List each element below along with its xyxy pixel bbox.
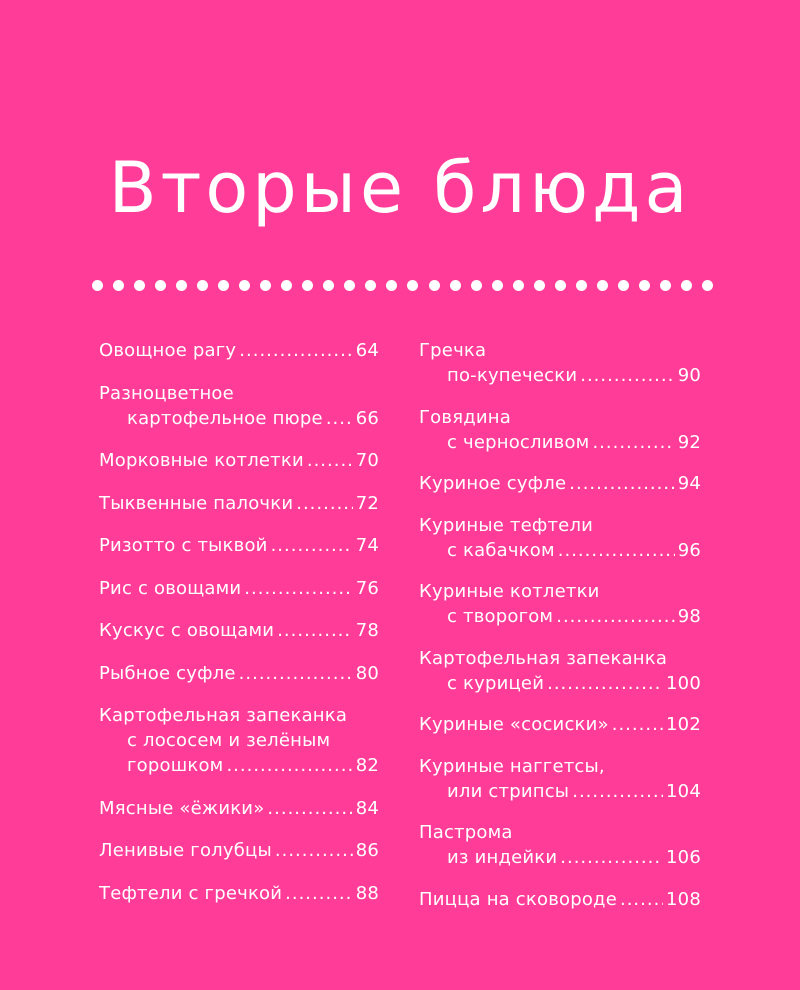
- toc-entry-title-line: Морковные котлетки: [99, 450, 304, 471]
- divider-dot: [302, 280, 313, 291]
- divider-dot: [639, 280, 650, 291]
- dot-leader: [558, 538, 675, 563]
- toc-page-number: 96: [677, 539, 701, 561]
- toc-entry-title-line: Кускус с овощами: [99, 620, 275, 641]
- toc-entry-title-line: Разноцветное: [99, 382, 234, 404]
- toc-entry: [99, 838, 379, 863]
- toc-entry-title-line: горошком: [127, 755, 224, 776]
- dot-leader: [307, 448, 353, 473]
- divider-dot: [702, 280, 713, 291]
- toc-entry-title-line: Ленивые голубцы: [99, 840, 272, 861]
- divider-dot: [450, 280, 461, 291]
- toc-page-number: 80: [355, 662, 379, 684]
- toc-entry: [419, 579, 701, 629]
- toc-entry-title-line: с черносливом: [447, 431, 590, 453]
- toc-entry-title-line: Куриные наггетсы,: [419, 755, 605, 777]
- toc-entry: [99, 618, 379, 643]
- toc-entry-title-line: с курицей: [447, 672, 545, 694]
- toc-entry-title-line: с кабачком: [447, 539, 555, 561]
- toc-entry-title-line: Пастрома: [419, 822, 513, 843]
- dot-leader: [547, 671, 663, 696]
- toc-page-number: 98: [677, 606, 701, 627]
- divider-dot: [344, 280, 355, 291]
- toc-entry: [419, 646, 701, 696]
- dot-leader: [580, 363, 674, 388]
- toc-entry-title-line: Тефтели с гречкой: [99, 882, 283, 904]
- toc-entry: [99, 576, 379, 601]
- dot-leader: [326, 406, 353, 431]
- toc-entry-title-line: Куриные котлетки: [419, 581, 600, 602]
- divider-dot: [576, 280, 587, 291]
- divider-dot: [513, 280, 524, 291]
- toc-entry-title-line: Овощное рагу: [99, 340, 237, 361]
- toc-entry-title-line: Куриные тефтели: [419, 514, 594, 536]
- toc-entry: [99, 448, 379, 473]
- toc-entry: [419, 712, 701, 737]
- toc-entry-title-line: с творогом: [447, 606, 554, 627]
- toc-page-number: 72: [355, 492, 379, 514]
- toc-page-number: 78: [355, 620, 379, 641]
- toc-entry-title-line: картофельное пюре: [127, 407, 323, 429]
- divider-dot: [197, 280, 208, 291]
- dot-leader: [296, 491, 352, 516]
- dot-leader: [239, 661, 353, 686]
- toc-entry-title-line: Тыквенные палочки: [99, 492, 294, 514]
- divider-dot: [113, 280, 124, 291]
- dot-leader: [239, 338, 352, 363]
- divider-dot: [92, 280, 103, 291]
- toc-entry-title-line: Мясные «ёжики»: [99, 797, 265, 819]
- toc-page-number: 104: [666, 780, 701, 802]
- toc-page-number: 70: [355, 450, 379, 471]
- dot-leader: [267, 796, 352, 821]
- divider-dot: [681, 280, 692, 291]
- toc-page-number: 86: [355, 840, 379, 861]
- dot-leader: [556, 604, 674, 629]
- toc-page-number: 76: [355, 577, 379, 599]
- toc-entry-title-line: Куриное суфле: [419, 473, 567, 494]
- toc-entry-title-line: Рис с овощами: [99, 577, 242, 599]
- toc-entry: [99, 533, 379, 558]
- toc-entry-title-line: Рыбное суфле: [99, 662, 236, 684]
- divider-dot: [429, 280, 440, 291]
- toc-entry: [99, 703, 379, 778]
- toc-page-number: 106: [666, 847, 701, 868]
- dot-leader: [572, 779, 663, 804]
- divider-dot: [176, 280, 187, 291]
- divider-dot: [597, 280, 608, 291]
- divider-dot: [471, 280, 482, 291]
- toc-entry: [99, 661, 379, 686]
- toc-column-right: [419, 338, 701, 928]
- divider-dot: [407, 280, 418, 291]
- dot-leader: [275, 838, 353, 863]
- toc-page-number: 94: [677, 473, 701, 494]
- divider-dot: [239, 280, 250, 291]
- toc-entry-title-line: или стрипсы: [447, 780, 570, 802]
- divider-dot: [555, 280, 566, 291]
- dot-leader: [285, 881, 353, 906]
- divider-dot: [386, 280, 397, 291]
- toc-entry-title-line: Пицца на сковороде: [419, 888, 617, 910]
- divider-dot: [534, 280, 545, 291]
- divider-dot: [660, 280, 671, 291]
- toc-entry: [99, 381, 379, 431]
- toc-entry-title-line: Картофельная запеканка: [99, 705, 348, 726]
- divider-dot: [155, 280, 166, 291]
- toc-entry: [99, 796, 379, 821]
- toc-entry: [99, 491, 379, 516]
- toc-page-number: 100: [666, 672, 701, 694]
- dotted-divider: [92, 278, 713, 292]
- toc-entry-title-line: по-купечески: [447, 365, 578, 386]
- toc-entry-title-line: Ризотто с тыквой: [99, 535, 268, 556]
- toc-page-number: 64: [355, 340, 379, 361]
- dot-leader: [612, 712, 663, 737]
- toc-column-left: [99, 338, 379, 923]
- dot-leader: [569, 471, 674, 496]
- dot-leader: [271, 533, 353, 558]
- toc-entry: [419, 513, 701, 563]
- toc-entry: [99, 338, 379, 363]
- toc-page-number: 108: [666, 888, 701, 910]
- toc-entry: [419, 887, 701, 912]
- divider-dot: [618, 280, 629, 291]
- toc-entry: [419, 820, 701, 870]
- toc-entry: [419, 338, 701, 388]
- divider-dot: [323, 280, 334, 291]
- toc-page-number: 66: [355, 407, 379, 429]
- toc-entry-title-line: Куриные «сосиски»: [419, 714, 609, 735]
- dot-leader: [560, 845, 663, 870]
- dot-leader: [226, 753, 352, 778]
- divider-dot: [260, 280, 271, 291]
- divider-dot: [134, 280, 145, 291]
- dot-leader: [592, 430, 674, 455]
- divider-dot: [365, 280, 376, 291]
- page-title: Вторые блюда: [108, 147, 692, 229]
- toc-entry-title-line: с лососем и зелёным: [127, 730, 331, 751]
- toc-page-number: 82: [355, 755, 379, 776]
- dot-leader: [620, 887, 663, 912]
- toc-page-number: 84: [355, 797, 379, 819]
- toc-page-number: 88: [355, 882, 379, 904]
- toc-entry-title-line: Картофельная запеканка: [419, 647, 668, 669]
- toc-entry: [419, 754, 701, 804]
- toc-entry: [99, 881, 379, 906]
- toc-entry: [419, 471, 701, 496]
- toc-entry-title-line: Гречка: [419, 340, 487, 361]
- toc-page-number: 90: [677, 365, 701, 386]
- toc-entry-title-line: Говядина: [419, 406, 511, 428]
- dot-leader: [244, 576, 352, 601]
- toc-page-number: 74: [355, 535, 379, 556]
- toc-page-number: 102: [666, 714, 701, 735]
- divider-dot: [281, 280, 292, 291]
- toc-page-number: 92: [677, 431, 701, 453]
- toc-entry-title-line: из индейки: [447, 847, 558, 868]
- divider-dot: [492, 280, 503, 291]
- divider-dot: [218, 280, 229, 291]
- dot-leader: [277, 618, 353, 643]
- toc-entry: [419, 405, 701, 455]
